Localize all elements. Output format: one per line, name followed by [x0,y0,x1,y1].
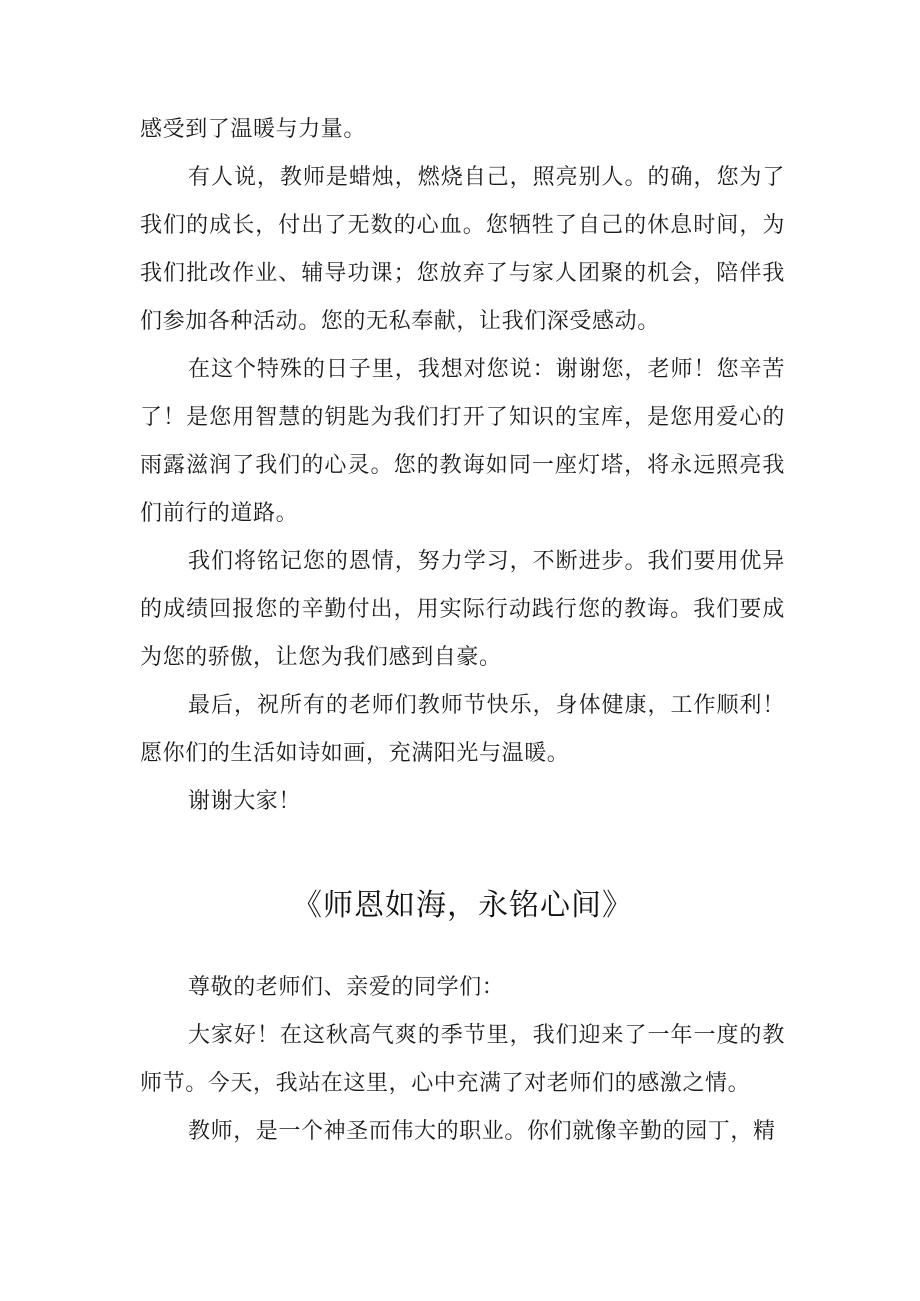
speech-title: 《师恩如海，永铭心间》 [292,888,633,923]
paragraph-candle-metaphor: 有人说，教师是蜡烛，燃烧自己，照亮别人。的确，您为了我们的成长，付出了无数的心血。您牺牲了自己的休息时间，为我们批改作业、辅导功课；您放弃了与家人团聚的机会，陪伴我们参加各种活动。您的无私奉献，让我们深受感动。 [140,165,785,334]
paragraph-continuation: 感受到了温暖与力量。 [140,117,367,142]
paragraph-thank-everyone: 谢谢大家！ [188,789,302,814]
paragraph-salutation: 尊敬的老师们、亲爱的同学们： [188,975,505,1000]
paragraph-remember-grace: 我们将铭记您的恩情，努力学习，不断进步。我们要用优异的成绩回报您的辛勤付出，用实际行动践行您的教诲。我们要成为您的骄傲，让您为我们感到自豪。 [140,549,785,670]
paragraph-thanks-teacher: 在这个特殊的日子里，我想对您说：谢谢您，老师！您辛苦了！是您用智慧的钥匙为我们打开了知识的宝库，是您用爱心的雨露滋润了我们的心灵。您的教诲如同一座灯塔，将永远照亮我们前行的道路。 [140,357,785,526]
paragraph-teacher-profession: 教师，是一个神圣而伟大的职业。你们就像辛勤的园丁，精 [188,1119,776,1144]
paragraph-greeting: 大家好！在这秋高气爽的季节里，我们迎来了一年一度的教师节。今天，我站在这里，心中充满了对老师们的感激之情。 [140,1023,785,1096]
speech-body-continued [140,106,785,826]
paragraph-best-wishes: 最后，祝所有的老师们教师节快乐，身体健康，工作顺利！愿你们的生活如诗如画，充满阳光与温暖。 [140,693,785,766]
speech-body-second [140,964,785,1156]
